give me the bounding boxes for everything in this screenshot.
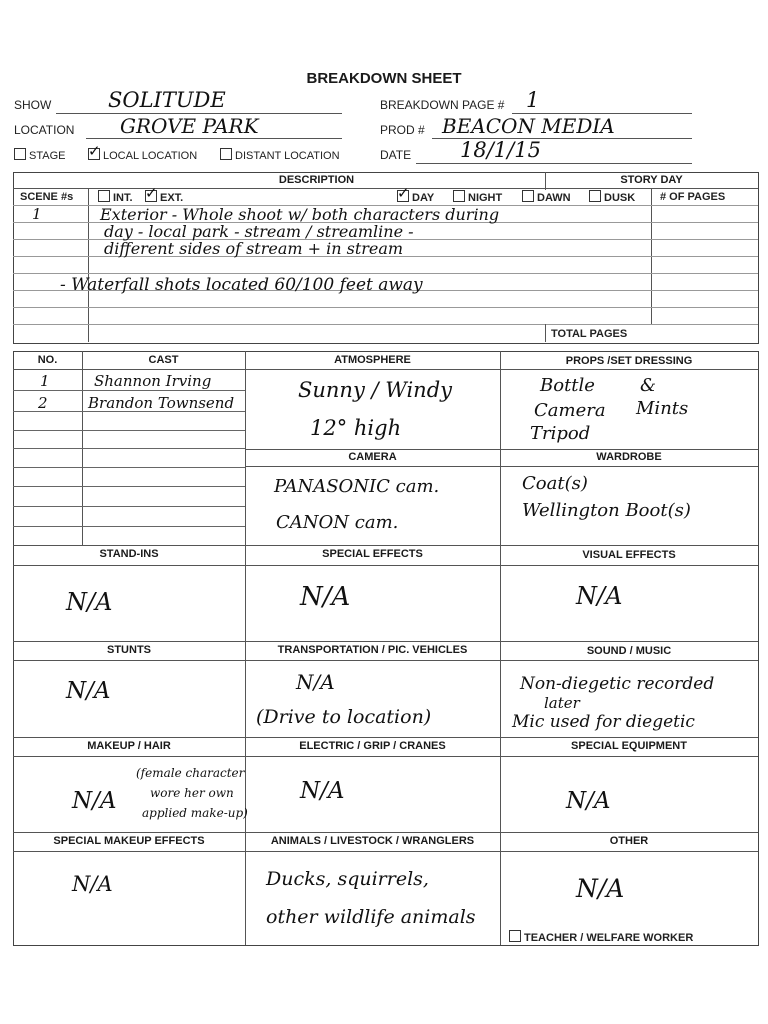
cast-row-line: [13, 467, 245, 468]
rule-line: [13, 324, 758, 325]
visual-effects-value[interactable]: N/A: [576, 582, 623, 610]
special-effects-value[interactable]: N/A: [300, 582, 351, 612]
atmosphere-line-1[interactable]: Sunny / Windy: [298, 378, 453, 402]
cast-row-2-name[interactable]: Brandon Townsend: [88, 394, 235, 412]
cast-row-line: [13, 448, 245, 449]
pages-label: # OF PAGES: [660, 191, 726, 203]
cast-no-label: NO.: [37, 354, 58, 366]
stage-option[interactable]: [14, 148, 65, 162]
ext-option[interactable]: [145, 190, 183, 204]
int-checkbox[interactable]: [98, 190, 110, 202]
makeup-value[interactable]: N/A: [72, 788, 117, 814]
cast-row-line: [13, 430, 245, 431]
cast-row-line: [13, 486, 245, 487]
stunts-value[interactable]: N/A: [66, 678, 111, 704]
stage-label: STAGE: [29, 150, 66, 162]
sound-line-3[interactable]: Mic used for diegetic: [512, 712, 695, 732]
props-item-bottle[interactable]: Bottle: [540, 375, 595, 396]
teacher-welfare-label: TEACHER / WELFARE WORKER: [524, 932, 694, 944]
camera-top-line: [245, 449, 758, 450]
sound-line-2[interactable]: later: [544, 694, 580, 712]
wardrobe-label: WARDROBE: [596, 451, 662, 463]
animals-line-2[interactable]: other wildlife animals: [266, 906, 476, 928]
cast-row-line: [13, 506, 245, 507]
location-label: LOCATION: [14, 123, 75, 137]
other-value[interactable]: N/A: [576, 874, 625, 903]
wardrobe-line-2[interactable]: Wellington Boot(s): [522, 500, 691, 521]
date-underline: [416, 163, 692, 164]
distant-location-label: DISTANT LOCATION: [235, 150, 340, 162]
other-label: OTHER: [609, 835, 649, 847]
date-value[interactable]: 18/1/15: [460, 138, 541, 162]
stunts-label: STUNTS: [107, 644, 151, 656]
show-label: SHOW: [14, 98, 52, 112]
row-line: [13, 832, 758, 833]
description-line-1[interactable]: Exterior - Whole shoot w/ both characters during: [100, 205, 500, 224]
sound-line-1[interactable]: Non-diegetic recorded: [520, 674, 715, 694]
day-option[interactable]: [397, 190, 434, 204]
night-checkbox[interactable]: [453, 190, 465, 202]
night-option[interactable]: [453, 190, 502, 204]
dusk-option[interactable]: [589, 190, 635, 204]
scene-no-label: SCENE #s: [20, 191, 74, 203]
electric-grip-label: ELECTRIC / GRIP / CRANES: [299, 740, 446, 752]
total-pages-label: TOTAL PAGES: [551, 328, 628, 340]
props-item-tripod[interactable]: Tripod: [530, 423, 591, 444]
description-line-2[interactable]: day - local park - stream / streamline -: [104, 222, 414, 241]
show-value[interactable]: SOLITUDE: [108, 88, 226, 112]
makeup-note-1[interactable]: (female character: [136, 766, 245, 780]
sound-music-label: SOUND / MUSIC: [586, 645, 672, 657]
local-location-checkbox[interactable]: [88, 148, 100, 160]
special-makeup-value[interactable]: N/A: [72, 872, 113, 896]
description-line-4[interactable]: - Waterfall shots located 60/100 feet away: [60, 275, 423, 295]
page-label: BREAKDOWN PAGE #: [380, 98, 505, 112]
special-equipment-label: SPECIAL EQUIPMENT: [571, 740, 687, 752]
total-pages-divider: [545, 324, 546, 342]
props-item-mints[interactable]: Mints: [636, 398, 689, 419]
day-label: DAY: [412, 192, 435, 204]
transportation-line-1[interactable]: N/A: [296, 670, 335, 694]
dawn-option[interactable]: [522, 190, 571, 204]
scene-header-divider: [13, 188, 758, 189]
visual-effects-label: VISUAL EFFECTS: [582, 549, 676, 561]
scene-number[interactable]: 1: [32, 205, 42, 223]
camera-label: CAMERA: [348, 451, 397, 463]
day-checkbox[interactable]: [397, 190, 409, 202]
prod-value[interactable]: BEACON MEDIA: [442, 114, 615, 138]
night-label: NIGHT: [468, 192, 503, 204]
camera-header-line: [245, 466, 758, 467]
dawn-checkbox[interactable]: [522, 190, 534, 202]
cast-row-1-no[interactable]: 1: [40, 372, 50, 390]
atmosphere-label: ATMOSPHERE: [334, 354, 411, 366]
cast-row-line: [13, 390, 245, 391]
row-header-line: [13, 756, 758, 757]
row-header-line: [13, 660, 758, 661]
location-value[interactable]: GROVE PARK: [120, 114, 259, 138]
teacher-welfare-option[interactable]: [509, 930, 693, 944]
special-makeup-label: SPECIAL MAKEUP EFFECTS: [53, 835, 205, 847]
distant-location-checkbox[interactable]: [220, 148, 232, 160]
cast-row-line: [13, 526, 245, 527]
props-item-camera[interactable]: Camera: [534, 400, 606, 421]
row-header-line: [13, 851, 758, 852]
ext-label: EXT.: [160, 192, 184, 204]
makeup-note-3[interactable]: applied make-up): [142, 806, 248, 820]
rule-line: [13, 307, 758, 308]
prod-label: PROD #: [380, 123, 425, 137]
description-line-3[interactable]: different sides of stream + in stream: [104, 239, 404, 258]
stand-ins-value[interactable]: N/A: [66, 588, 113, 616]
row-line: [13, 641, 758, 642]
cast-row-2-no[interactable]: 2: [38, 394, 48, 412]
camera-line-2[interactable]: CANON cam.: [276, 512, 399, 533]
teacher-welfare-checkbox[interactable]: [509, 930, 521, 942]
props-item-ampersand[interactable]: &: [640, 375, 657, 396]
row-header-line: [13, 565, 758, 566]
animals-label: ANIMALS / LIVESTOCK / WRANGLERS: [270, 835, 475, 847]
electric-value[interactable]: N/A: [300, 778, 345, 804]
dusk-checkbox[interactable]: [589, 190, 601, 202]
stage-checkbox[interactable]: [14, 148, 26, 160]
transportation-label: TRANSPORTATION / PIC. VEHICLES: [277, 644, 468, 656]
special-equipment-value[interactable]: N/A: [566, 788, 611, 814]
story-day-label: STORY DAY: [620, 174, 683, 186]
animals-line-1[interactable]: Ducks, squirrels,: [266, 868, 429, 890]
date-label: DATE: [380, 148, 412, 162]
dawn-label: DAWN: [537, 192, 571, 204]
camera-line-1[interactable]: PANASONIC cam.: [274, 476, 440, 497]
dusk-label: DUSK: [604, 192, 636, 204]
makeup-hair-label: MAKEUP / HAIR: [87, 740, 171, 752]
scene-col-divider: [88, 188, 89, 342]
rule-line: [13, 273, 758, 274]
special-effects-label: SPECIAL EFFECTS: [322, 548, 423, 560]
location-underline: [86, 138, 342, 139]
makeup-note-2[interactable]: wore her own: [150, 786, 234, 800]
distant-location-option[interactable]: [220, 148, 340, 162]
page-value[interactable]: 1: [526, 88, 540, 112]
local-location-option[interactable]: [88, 148, 197, 162]
local-location-label: LOCAL LOCATION: [103, 150, 198, 162]
cast-label: CAST: [148, 354, 179, 366]
page-title: BREAKDOWN SHEET: [306, 70, 462, 87]
cast-row-1-name[interactable]: Shannon Irving: [94, 372, 212, 390]
description-label: DESCRIPTION: [278, 174, 355, 186]
wardrobe-line-1[interactable]: Coat(s): [522, 473, 588, 494]
row-line: [13, 737, 758, 738]
props-label: PROPS /SET DRESSING: [565, 355, 693, 367]
atmosphere-line-2[interactable]: 12° high: [310, 416, 402, 440]
stand-ins-label: STAND-INS: [99, 548, 159, 560]
row-line: [13, 545, 758, 546]
int-label: INT.: [113, 192, 133, 204]
int-option[interactable]: [98, 190, 133, 204]
transportation-line-2[interactable]: (Drive to location): [256, 706, 432, 728]
grid-header-line: [13, 369, 758, 370]
ext-checkbox[interactable]: [145, 190, 157, 202]
